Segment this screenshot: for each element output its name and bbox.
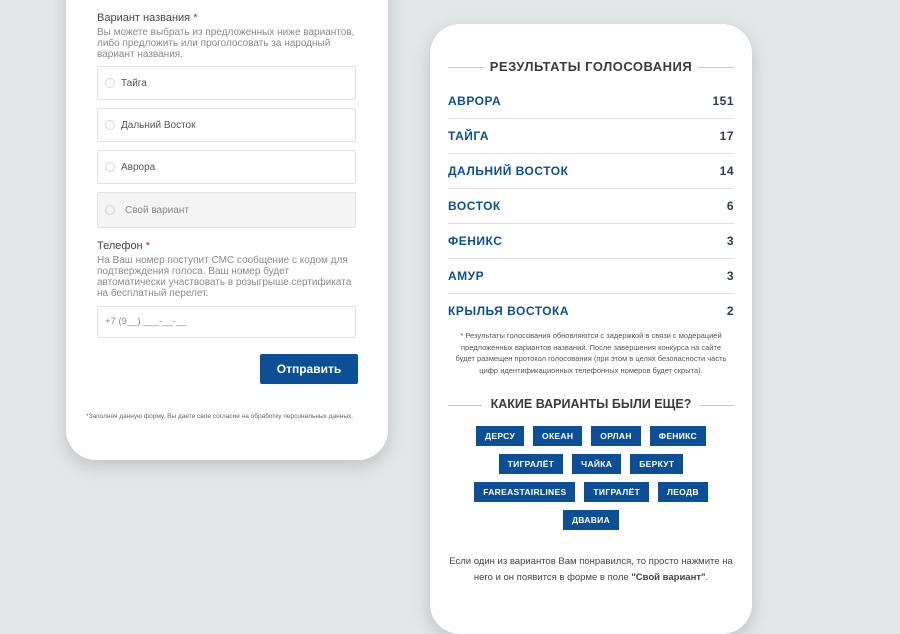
own-option-field[interactable] [97,192,356,228]
option-label: Тайга [121,77,147,89]
result-count: 151 [712,94,734,108]
own-option-placeholder: Свой вариант [125,204,189,216]
results-heading [448,59,734,74]
result-row [448,258,734,293]
variants-title: КАКИЕ ВАРИАНТЫ БЫЛИ ЕЩЕ? [490,397,692,411]
divider-line [700,405,734,406]
result-row [448,293,734,328]
result-row [448,188,734,223]
divider-line [448,405,482,406]
result-name: ТАЙГА [448,129,490,143]
result-name: АВРОРА [448,94,502,108]
variant-tag[interactable]: ТИГРАЛЁТ [584,482,649,502]
variant-tag[interactable]: ЧАЙКА [572,454,621,474]
result-name: ДАЛЬНИЙ ВОСТОК [448,164,569,178]
variant-tag[interactable]: ДЕРСУ [476,426,524,446]
results-title: РЕЗУЛЬТАТЫ ГОЛОСОВАНИЯ [489,59,693,74]
divider-line [448,67,484,68]
phone-hint: На Ваш номер поступит СМС сообщение с кодом для подтверждения голоса. Ваш номер будет автоматически участвовать в розыгрыше сертификата на бесплатный перелет. [97,255,352,299]
results-note: * Результаты голосования обновляются с задержкой в связи с модерацией предложенных вариантов названий. После завершения конкурса на сайте будет размещен протокол голосования (при этом в целях безопасности часть цифр идентификационных телефонных номеров будет скрыта). [455,331,727,375]
result-name: ФЕНИКС [448,234,503,248]
variant-tag[interactable]: ОРЛАН [591,426,641,446]
result-row [448,223,734,258]
footer-text: Если один из вариантов Вам понравился, то просто нажмите на него и он появится в форме в поле [449,556,733,583]
results-list [448,84,734,328]
variant-tag[interactable]: ДВАВИА [563,510,619,530]
result-count: 3 [726,234,734,248]
results-card [430,24,752,634]
variant-tag[interactable]: ОКЕАН [533,426,582,446]
variant-tag[interactable]: БЕРКУТ [630,454,683,474]
required-mark: * [193,12,198,24]
phone-field-label [97,240,150,252]
consent-text: *Заполняя данную форму, Вы даете свое согласие на обработку персональных данных. [86,413,354,420]
option-label: Аврора [121,161,156,173]
footer-end: . [705,572,709,583]
submit-button[interactable]: Отправить [260,354,358,384]
radio-icon[interactable] [105,78,115,88]
option-label: Дальний Восток [121,119,196,131]
required-mark: * [145,240,150,252]
result-name: КРЫЛЬЯ ВОСТОКА [448,304,570,318]
variant-tag[interactable]: ФЕНИКС [650,426,706,446]
name-hint: Вы можете выбрать из предложенных ниже вариантов, либо предложить или проголосовать за народный вариант названия. [97,27,355,60]
variant-tags [452,426,730,538]
radio-icon[interactable] [105,120,115,130]
result-count: 14 [719,164,734,178]
result-row [448,84,734,118]
result-name: АМУР [448,269,485,283]
result-row [448,153,734,188]
result-row [448,118,734,153]
radio-icon[interactable] [105,205,115,215]
radio-icon[interactable] [105,162,115,172]
variant-tag[interactable]: ЛЕОДВ [658,482,708,502]
divider-line [698,67,734,68]
result-count: 2 [726,304,734,318]
phone-label-text: Телефон [97,240,143,252]
variants-footer [448,554,734,586]
option-avrora[interactable] [97,150,356,184]
option-taiga[interactable] [97,66,356,100]
footer-own-variant: "Свой вариант" [631,572,706,583]
result-name: ВОСТОК [448,199,501,213]
name-field-label [97,12,197,24]
phone-input[interactable]: +7 (9__) ___-__-__ [97,306,356,338]
voting-form-card [66,0,388,460]
name-label-text: Вариант названия [97,12,191,24]
variant-tag[interactable]: ТИГРАЛЁТ [499,454,564,474]
result-count: 6 [726,199,734,213]
variant-tag[interactable]: FAREASTAIRLINES [474,482,575,502]
variants-heading [448,397,734,411]
option-dalniy-vostok[interactable] [97,108,356,142]
result-count: 3 [726,269,734,283]
result-count: 17 [719,129,734,143]
